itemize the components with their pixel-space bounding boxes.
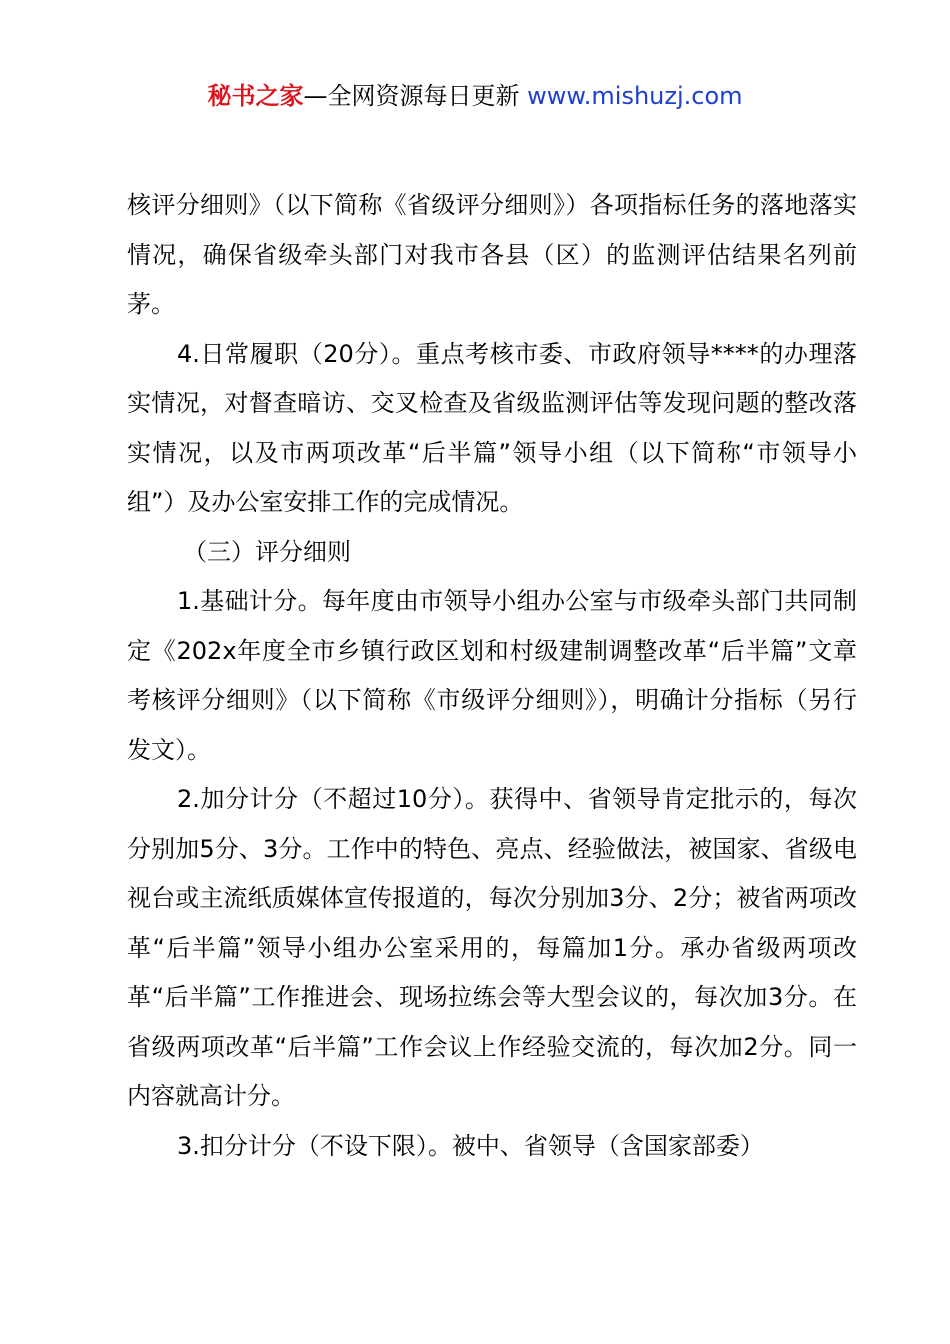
document-body [127, 181, 857, 1171]
brand-name: 秘书之家 [207, 82, 304, 110]
page-header [0, 80, 950, 112]
paragraph-continuation: 核评分细则》（以下简称《省级评分细则》）各项指标任务的落地落实情况，确保省级牵头部门对我市各县（区）的监测评估结果名列前茅。 [127, 191, 857, 318]
paragraph-daily-duty: 4.日常履职（20分）。重点考核市委、市政府领导****的办理落实情况，对督查暗访、交叉检查及省级监测评估等发现问题的整改落实情况，以及市两项改革“后半篇”领导小组（以下简称“市领导小组”）及办公室安排工作的完成情况。 [127, 339, 857, 516]
paragraph-bonus-score: 2.加分计分（不超过10分）。获得中、省领导肯定批示的，每次分别加5分、3分。工作中的特色、亮点、经验做法，被国家、省级电视台或主流纸质媒体宣传报道的，每次分别加3分、2分；被省两项改革“后半篇”领导小组办公室采用的，每篇加1分。承办省级两项改革“后半篇”工作推进会、现场拉练会等大型会议的，每次加3分。在省级两项改革“后半篇”工作会议上作经验交流的，每次加2分。同一内容就高计分。 [127, 785, 857, 1110]
header-tagline: —全网资源每日更新 [303, 82, 528, 110]
paragraph-base-score: 1.基础计分。每年度由市领导小组办公室与市级牵头部门共同制定《202x年度全市乡镇行政区划和村级建制调整改革“后半篇”文章考核评分细则》（以下简称《市级评分细则》），明确计分指标（另行发文）。 [127, 587, 857, 764]
paragraph-deduction-score: 3.扣分计分（不设下限）。被中、省领导（含国家部委） [177, 1131, 764, 1160]
website-link[interactable]: www.mishuzj.com [527, 82, 743, 110]
section-heading-scoring-rules: （三）评分细则 [183, 537, 351, 566]
